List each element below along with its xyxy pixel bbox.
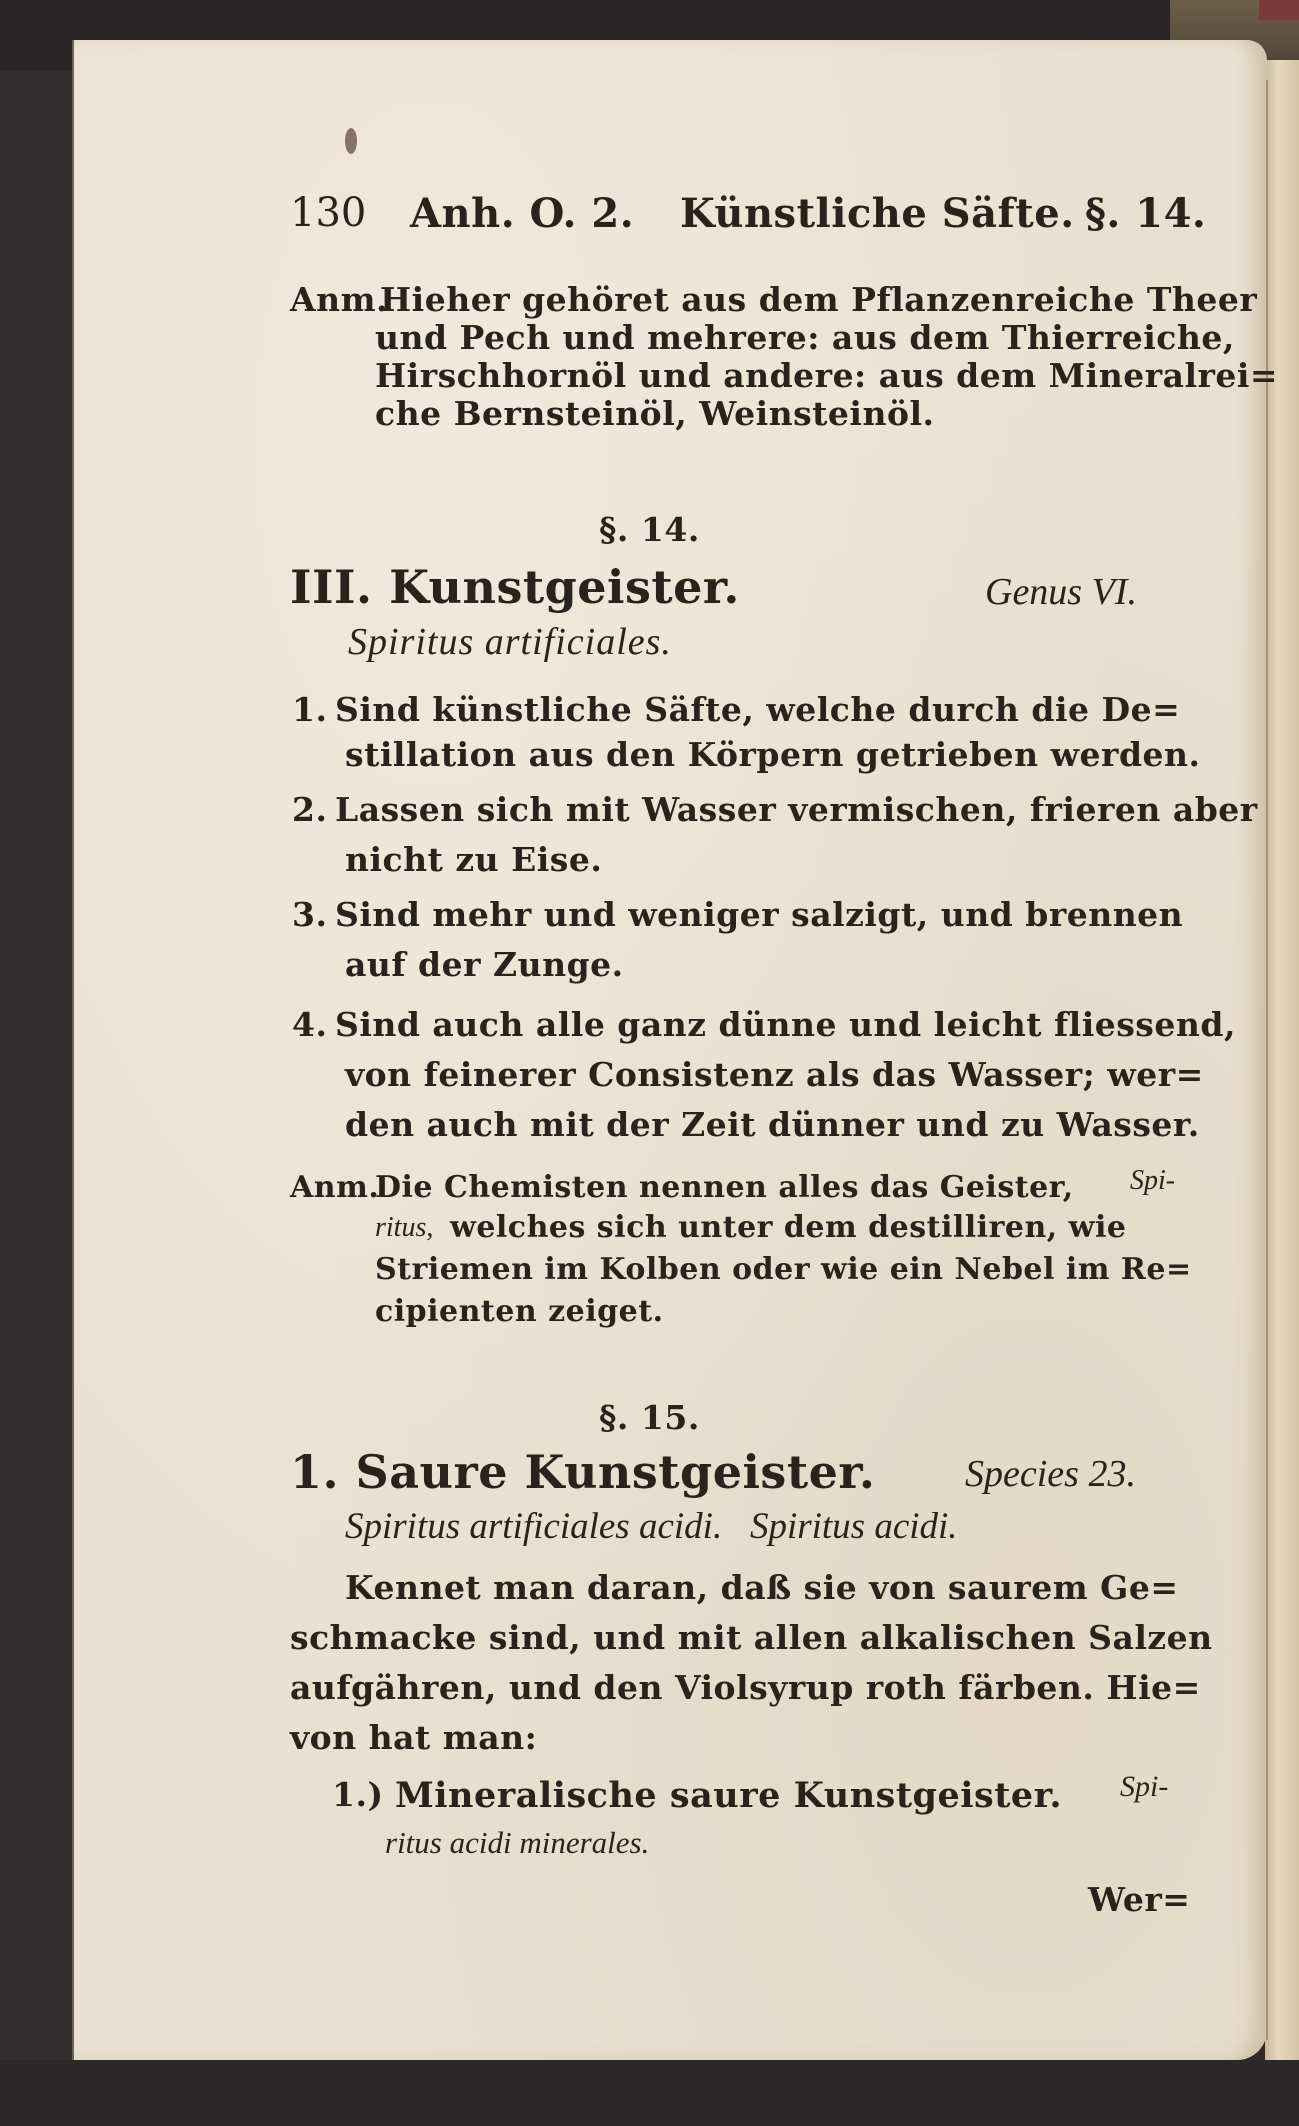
note-label: Anm. <box>290 280 389 319</box>
note-line: und Pech und mehrere: aus dem Thierreiche, <box>375 318 1235 357</box>
catchword: Wer= <box>1088 1880 1191 1919</box>
latin-name: Spiritus artificiales. <box>348 621 672 663</box>
item-line: Lassen sich mit Wasser vermischen, frieren aber <box>335 790 1258 829</box>
latin-names: Spiritus artificiales acidi. Spiritus acidi. <box>345 1506 958 1547</box>
item-line: Sind auch alle ganz dünne und leicht fliessend, <box>335 1005 1236 1044</box>
note-line: Die Chemisten nennen alles das Geister, <box>375 1170 1074 1205</box>
section-classification: Species 23. <box>965 1453 1136 1495</box>
running-head-title: Künstliche Säfte. <box>680 190 1075 237</box>
note-line: Striemen im Kolben oder wie ein Nebel im Re= <box>375 1252 1192 1287</box>
item-number: 4. <box>292 1005 328 1044</box>
item-line: nicht zu Eise. <box>345 840 603 879</box>
running-head-paragraph: §. 14. <box>1085 190 1207 237</box>
item-number: 3. <box>292 895 328 934</box>
item-number: 2. <box>292 790 328 829</box>
paragraph-line: schmacke sind, und mit allen alkalischen Salzen <box>290 1618 1213 1657</box>
note-latin: ritus, <box>375 1212 434 1243</box>
note-line: welches sich unter dem destilliren, wie <box>450 1210 1127 1245</box>
section-classification: Genus VI. <box>985 571 1137 613</box>
item-number: 1. <box>292 690 328 729</box>
section-heading: III. Kunstgeister. <box>290 560 740 614</box>
note-line: Hieher gehöret aus dem Pflanzenreiche Theer <box>380 280 1258 319</box>
item-line: auf der Zunge. <box>345 945 624 984</box>
ink-stain <box>345 128 357 154</box>
note-latin: Spi- <box>1130 1165 1176 1196</box>
subitem-latin: ritus acidi minerales. <box>385 1825 650 1860</box>
running-head-section-ref: Anh. O. 2. <box>410 190 635 237</box>
item-line: Sind mehr und weniger salzigt, und brennen <box>335 895 1184 934</box>
page-number: 130 <box>290 190 367 236</box>
subitem-title: Mineralische saure Kunstgeister. <box>395 1775 1063 1816</box>
scan-background-bottom <box>0 2060 1299 2126</box>
section-heading: 1. Saure Kunstgeister. <box>290 1445 876 1499</box>
note-line: cipienten zeiget. <box>375 1294 664 1329</box>
note-label: Anm. <box>290 1170 380 1205</box>
section-marker: §. 15. <box>599 1398 700 1437</box>
note-line: Hirschhornöl und andere: aus dem Mineralrei= <box>375 356 1279 395</box>
item-line: den auch mit der Zeit dünner und zu Wasser. <box>345 1105 1200 1144</box>
item-line: Sind künstliche Säfte, welche durch die De= <box>335 690 1181 729</box>
section-marker: §. 14. <box>599 510 700 549</box>
paragraph-line: Kennet man daran, daß sie von saurem Ge= <box>345 1568 1179 1607</box>
item-line: von feinerer Consistenz als das Wasser; wer= <box>345 1055 1204 1094</box>
paragraph-line: aufgähren, und den Violsyrup roth färben. Hie= <box>290 1668 1201 1707</box>
subitem-number: 1.) <box>332 1775 384 1814</box>
scan-background-left <box>0 0 72 2126</box>
subitem-latin: Spi- <box>1120 1770 1169 1803</box>
item-line: stillation aus den Körpern getrieben werden. <box>345 735 1201 774</box>
paragraph-line: von hat man: <box>290 1718 538 1757</box>
note-line: che Bernsteinöl, Weinsteinöl. <box>375 394 935 433</box>
